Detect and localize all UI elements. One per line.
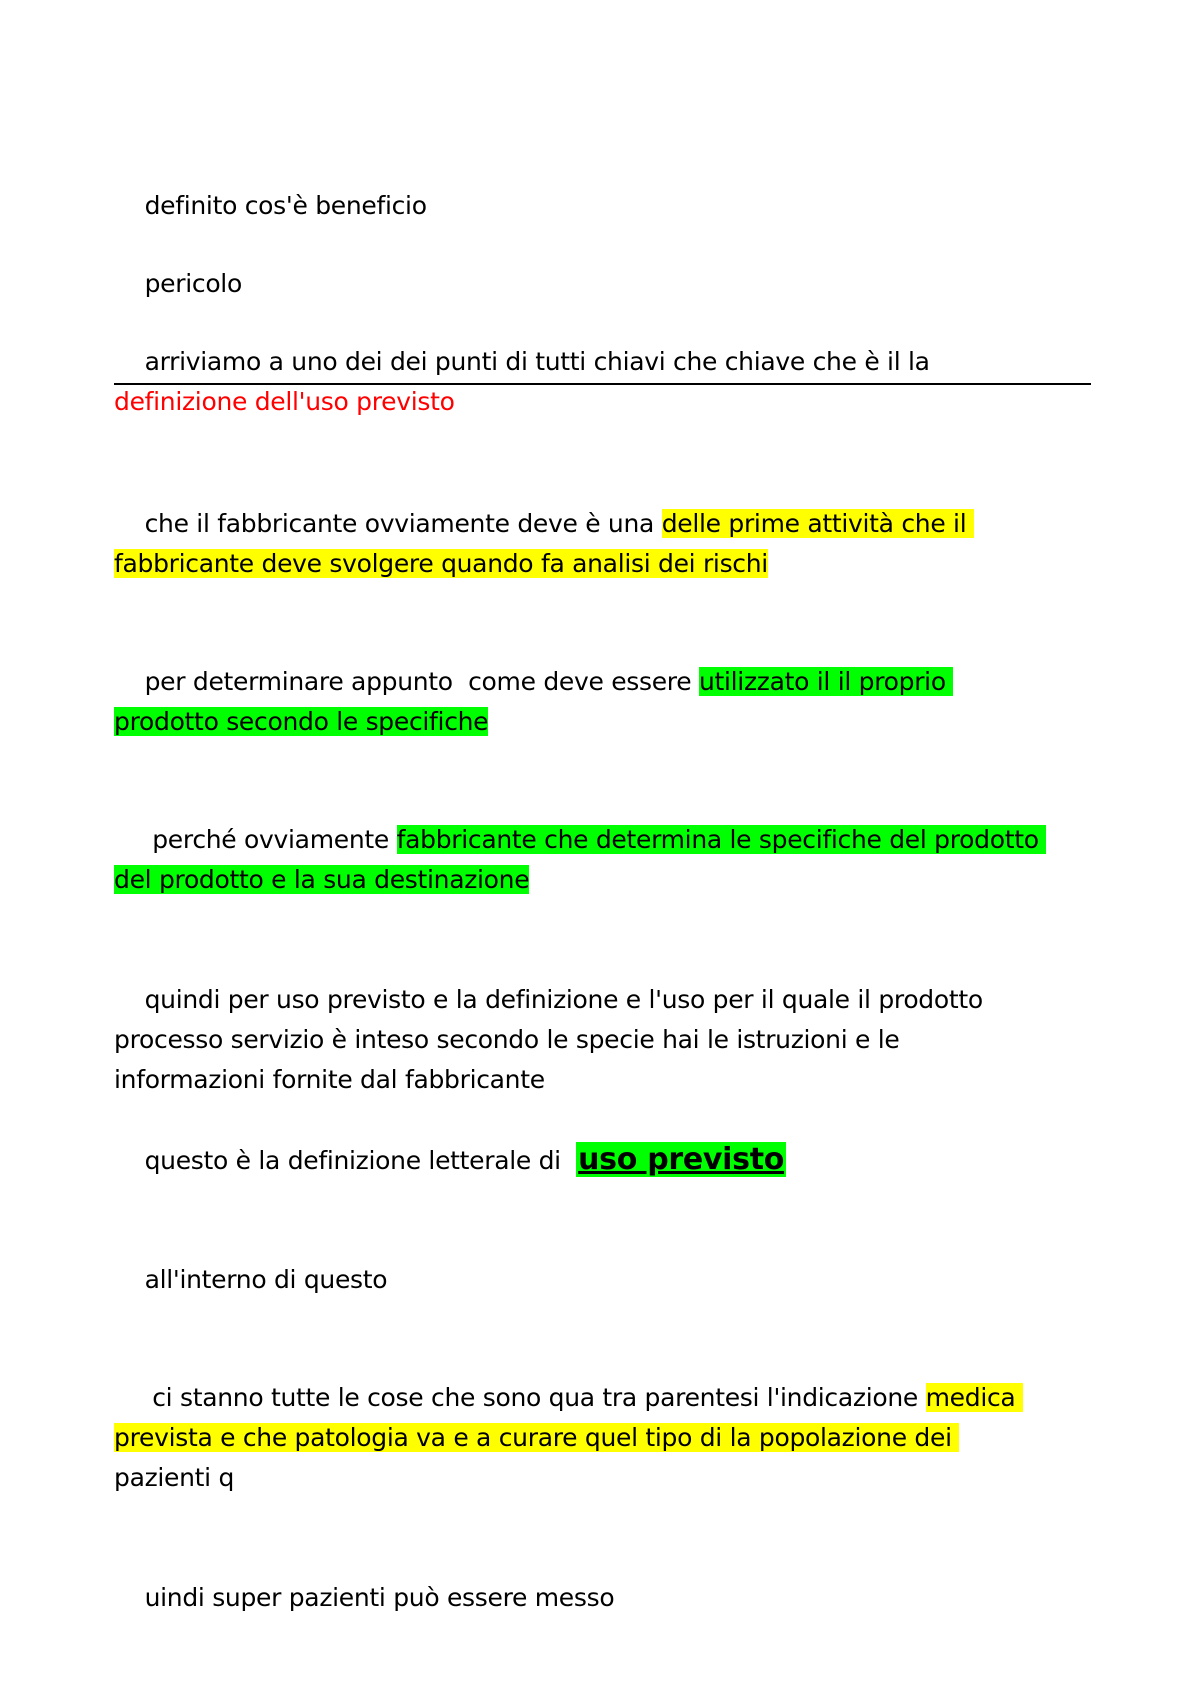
green-highlight-determina-specifiche: fabbricante che determina le specifiche del prodotto: [396, 825, 1047, 854]
text-parentesi-plain: ci stanno tutte le cose che sono qua tra parentesi l'indicazione: [144, 1383, 926, 1412]
paragraph-fabbricante: [114, 464, 1104, 624]
red-definizione-uso-previsto: definizione dell'uso previsto: [114, 387, 455, 416]
text-definizione-letterale: questo è la definizione letterale di: [144, 1146, 577, 1175]
text-interno: all'interno di questo: [144, 1265, 388, 1294]
text-pericolo: pericolo: [144, 269, 242, 298]
paragraph-super-pazienti: [114, 1538, 1104, 1658]
text-determinare-plain: per determinare appunto come deve essere: [144, 667, 699, 696]
green-highlight-specifiche: prodotto secondo le specifiche: [114, 707, 489, 736]
paragraph-interno: [114, 1220, 1104, 1340]
yellow-highlight-analisi-rischi: fabbricante deve svolgere quando fa analisi dei rischi: [114, 549, 768, 578]
yellow-highlight-patologia: prevista e che patologia va e a curare quel tipo di la popolazione dei: [114, 1423, 960, 1452]
text-quindi-line1: quindi per uso previsto e la definizione e l'uso per il quale il prodotto: [144, 985, 983, 1014]
text-arriviamo: arriviamo a uno dei dei punti di tutti chiavi che chiave che è il la: [144, 347, 930, 376]
paragraph-determinare: [114, 622, 1104, 782]
paragraph-parentesi: [114, 1338, 1104, 1538]
green-highlight-destinazione: del prodotto e la sua destinazione: [114, 865, 530, 894]
paragraph-definizione-letterale: [114, 1100, 1104, 1221]
yellow-highlight-prime-attivita: delle prime attività che il: [661, 509, 974, 538]
paragraph-perche: [114, 780, 1104, 940]
text-quindi-line2: processo servizio è inteso secondo le specie hai le istruzioni e le: [114, 1025, 900, 1054]
text-quindi-line3: informazioni fornite dal fabbricante: [114, 1065, 545, 1094]
term-uso-previsto: uso previsto: [578, 1142, 785, 1177]
text-beneficio: definito cos'è beneficio: [144, 191, 427, 220]
horizontal-rule: [114, 383, 1091, 385]
text-pazienti-q: pazienti q: [114, 1463, 235, 1492]
text-fabbricante-plain: che il fabbricante ovviamente deve è una: [144, 509, 662, 538]
yellow-highlight-medica: medica: [925, 1383, 1024, 1412]
text-super-pazienti: uindi super pazienti può essere messo: [144, 1583, 615, 1612]
text-perche-plain: perché ovviamente: [144, 825, 397, 854]
green-highlight-utilizzato: utilizzato il il proprio: [698, 667, 954, 696]
paragraph-definizione-uso: [114, 302, 1104, 462]
